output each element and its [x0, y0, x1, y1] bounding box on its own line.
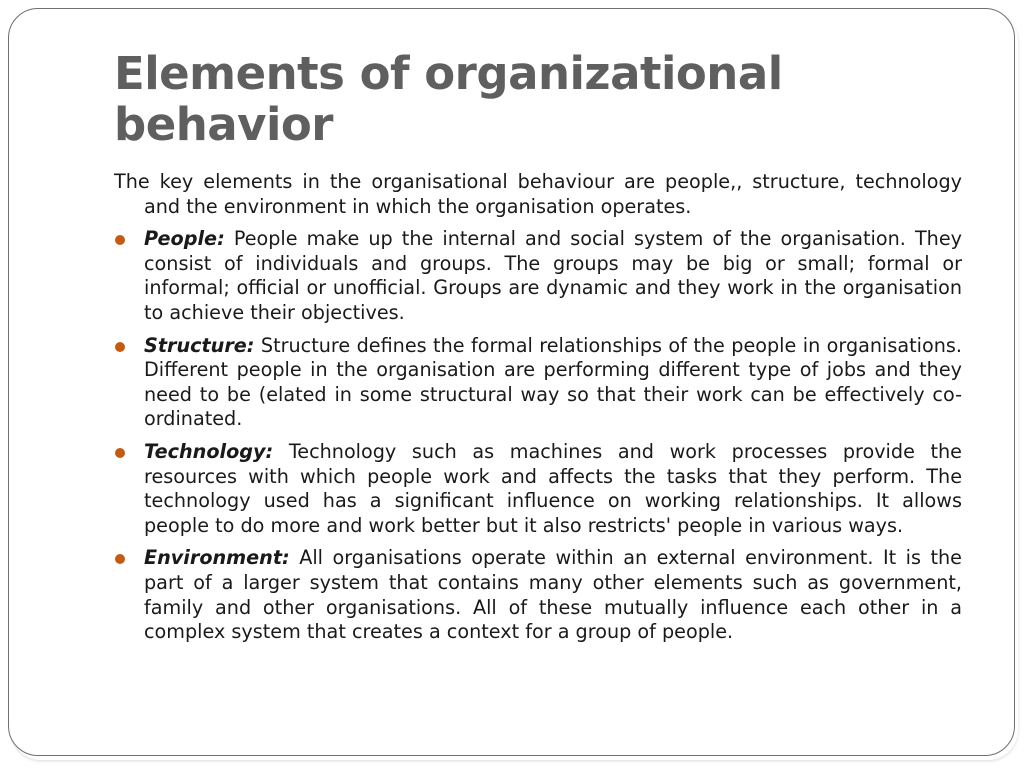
bullet-text: People make up the internal and social system of the organisation. They consist of individuals and groups. The groups may be big or small; formal or informal; official or unofficial. Groups are dynamic and they work in the organisation to achieve their objectives.	[144, 227, 962, 324]
bullet-item-environment	[114, 546, 962, 644]
bullet-dot-icon	[115, 235, 125, 245]
slide-title: Elements of organizational behavior	[114, 47, 783, 151]
bullet-term: Environment:	[144, 546, 290, 570]
bullet-text: Technology such as machines and work processes provide the resources with which people work and affects the tasks that they perform. The technology used has a significant influence on working relationships. It allows people to do more and work better but it also restricts' people in various ways.	[144, 439, 962, 537]
slide-body	[114, 170, 962, 653]
bullet-dot-icon	[115, 342, 125, 352]
bullet-list	[114, 227, 962, 645]
bullet-dot-icon	[115, 554, 125, 564]
bullet-dot-icon	[115, 448, 125, 458]
bullet-term: Structure:	[144, 333, 255, 357]
bullet-term: People:	[144, 227, 225, 251]
bullet-text: All organisations operate within an external environment. It is the part of a larger system that contains many other elements such as government, family and other organisations. All of these mutually influence each other in a complex system that creates a context for a group of people.	[144, 546, 962, 644]
intro-paragraph: The key elements in the organisational behaviour are people,, structure, technology and the environment in which the organisation operates.	[114, 170, 962, 218]
bullet-item-technology	[114, 440, 962, 538]
bullet-item-structure	[114, 334, 962, 432]
bullet-text: Structure defines the formal relationships of the people in organisations. Different people in the organisation are performing different type of jobs and they need to be (elated in some structural way so that their work can be effectively co-ordinated.	[144, 333, 962, 431]
bullet-item-people	[114, 227, 962, 325]
bullet-term: Technology:	[144, 439, 274, 463]
